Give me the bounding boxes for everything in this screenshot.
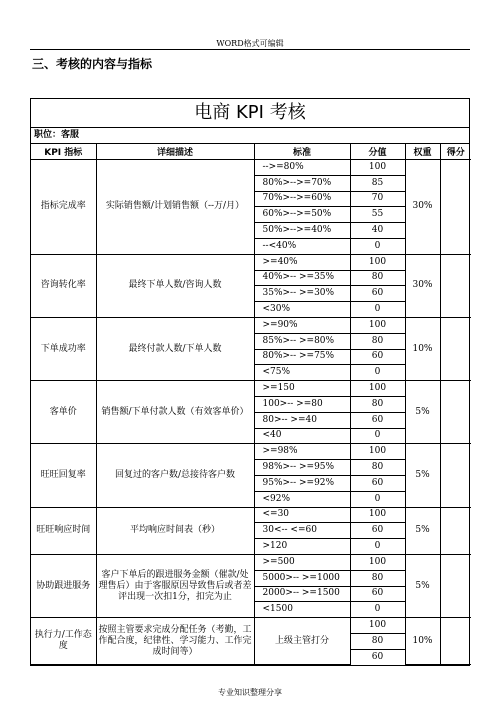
kpi-result-cell[interactable] bbox=[440, 618, 471, 665]
kpi-standard: 98%>-- >=95% bbox=[254, 460, 350, 476]
kpi-weight: 5% bbox=[405, 554, 440, 617]
kpi-score: 100 bbox=[350, 507, 405, 523]
kpi-indicator: 下单成功率 bbox=[31, 317, 96, 380]
table-header-row bbox=[31, 144, 471, 160]
kpi-indicator: 执行力/工作态度 bbox=[31, 618, 96, 665]
kpi-description: 客户下单后的跟进服务金额（催款/处理售后）由于客服原因导致售后或者差评出现一次扣1分，扣完为止 bbox=[96, 554, 254, 617]
kpi-score: 60 bbox=[350, 286, 405, 302]
col-header-score: 分值 bbox=[350, 144, 405, 160]
kpi-weight: 5% bbox=[405, 381, 440, 444]
table-row bbox=[31, 554, 471, 570]
kpi-indicator: 咨询转化率 bbox=[31, 254, 96, 317]
kpi-score: 0 bbox=[350, 428, 405, 444]
kpi-standard: 2000>-- >=1500 bbox=[254, 586, 350, 602]
kpi-score: 100 bbox=[350, 317, 405, 333]
kpi-score: 80 bbox=[350, 270, 405, 286]
kpi-score: 0 bbox=[350, 491, 405, 507]
kpi-standard: 70%>-->=60% bbox=[254, 191, 350, 207]
kpi-standard: 100>-- >=80 bbox=[254, 396, 350, 412]
kpi-weight: 10% bbox=[405, 317, 440, 380]
kpi-description: 实际销售额/计划销售额（--万/月） bbox=[96, 160, 254, 255]
kpi-standard: >=98% bbox=[254, 444, 350, 460]
kpi-standard: 35%>-- >=30% bbox=[254, 286, 350, 302]
kpi-result-cell[interactable] bbox=[440, 554, 471, 617]
kpi-score: 100 bbox=[350, 254, 405, 270]
kpi-score: 60 bbox=[350, 412, 405, 428]
col-header-description: 详细描述 bbox=[96, 144, 254, 160]
kpi-standard: 95%>-- >=92% bbox=[254, 475, 350, 491]
kpi-description: 销售额/下单付款人数（有效客单价） bbox=[96, 381, 254, 444]
kpi-indicator: 协助跟进服务 bbox=[31, 554, 96, 617]
kpi-table-container bbox=[30, 98, 470, 666]
kpi-score: 100 bbox=[350, 444, 405, 460]
col-header-standard: 标准 bbox=[254, 144, 350, 160]
kpi-standard: <92% bbox=[254, 491, 350, 507]
table-row bbox=[31, 507, 471, 523]
kpi-standard: <1500 bbox=[254, 602, 350, 618]
kpi-score: 80 bbox=[350, 633, 405, 649]
kpi-score: 100 bbox=[350, 618, 405, 634]
kpi-standard: 85%>-- >=80% bbox=[254, 333, 350, 349]
kpi-weight: 5% bbox=[405, 444, 440, 507]
kpi-result-cell[interactable] bbox=[440, 160, 471, 255]
kpi-score: 40 bbox=[350, 223, 405, 239]
kpi-standard: -->=80% bbox=[254, 160, 350, 176]
col-header-result: 得分 bbox=[440, 144, 471, 160]
kpi-score: 60 bbox=[350, 586, 405, 602]
kpi-score: 80 bbox=[350, 460, 405, 476]
kpi-result-cell[interactable] bbox=[440, 317, 471, 380]
kpi-score: 60 bbox=[350, 475, 405, 491]
kpi-description: 最终下单人数/咨询人数 bbox=[96, 254, 254, 317]
kpi-description: 回复过的客户数/总接待客户数 bbox=[96, 444, 254, 507]
kpi-score: 80 bbox=[350, 396, 405, 412]
kpi-score: 100 bbox=[350, 554, 405, 570]
kpi-score: 80 bbox=[350, 570, 405, 586]
kpi-score: 0 bbox=[350, 602, 405, 618]
position-label: 职位：客服 bbox=[31, 128, 469, 144]
header-divider bbox=[30, 49, 470, 50]
footer-note: 专业知识整理分享 bbox=[218, 688, 282, 697]
kpi-standard: 80%>-- >=75% bbox=[254, 349, 350, 365]
kpi-standard: >=500 bbox=[254, 554, 350, 570]
kpi-result-cell[interactable] bbox=[440, 444, 471, 507]
section-title: 三、考核的内容与指标 bbox=[32, 57, 153, 71]
kpi-table-body bbox=[31, 160, 471, 665]
kpi-score: 80 bbox=[350, 333, 405, 349]
header-note: WORD格式可编辑 bbox=[216, 39, 284, 48]
kpi-score: 60 bbox=[350, 649, 405, 664]
kpi-standard: 80%>-->=70% bbox=[254, 175, 350, 191]
kpi-standard: >120 bbox=[254, 539, 350, 555]
kpi-standard: <40 bbox=[254, 428, 350, 444]
kpi-weight: 5% bbox=[405, 507, 440, 554]
kpi-standard: 5000>-- >=1000 bbox=[254, 570, 350, 586]
kpi-score: 85 bbox=[350, 175, 405, 191]
kpi-standard: 30<-- <=60 bbox=[254, 523, 350, 539]
kpi-score: 100 bbox=[350, 160, 405, 176]
kpi-standard: >=40% bbox=[254, 254, 350, 270]
table-row bbox=[31, 381, 471, 397]
kpi-indicator: 旺旺回复率 bbox=[31, 444, 96, 507]
kpi-standard: 80>-- >=40 bbox=[254, 412, 350, 428]
kpi-score: 60 bbox=[350, 349, 405, 365]
kpi-standard: --<40% bbox=[254, 238, 350, 254]
kpi-standard: >=150 bbox=[254, 381, 350, 397]
kpi-indicator: 指标完成率 bbox=[31, 160, 96, 255]
table-row bbox=[31, 160, 471, 176]
kpi-standard: >=90% bbox=[254, 317, 350, 333]
kpi-description: 平均响应时间表（秒） bbox=[96, 507, 254, 554]
kpi-weight: 30% bbox=[405, 160, 440, 255]
table-row bbox=[31, 317, 471, 333]
kpi-score: 60 bbox=[350, 523, 405, 539]
kpi-indicator: 客单价 bbox=[31, 381, 96, 444]
kpi-indicator: 旺旺响应时间 bbox=[31, 507, 96, 554]
kpi-result-cell[interactable] bbox=[440, 254, 471, 317]
kpi-standard: <=30 bbox=[254, 507, 350, 523]
kpi-standard: 上级主管打分 bbox=[254, 618, 350, 665]
col-header-indicator: KPI 指标 bbox=[31, 144, 96, 160]
kpi-score: 100 bbox=[350, 381, 405, 397]
kpi-score: 0 bbox=[350, 238, 405, 254]
kpi-standard: <75% bbox=[254, 365, 350, 381]
table-row bbox=[31, 254, 471, 270]
kpi-result-cell[interactable] bbox=[440, 381, 471, 444]
kpi-weight: 30% bbox=[405, 254, 440, 317]
kpi-standard: 40%>-- >=35% bbox=[254, 270, 350, 286]
table-row bbox=[31, 618, 471, 634]
kpi-score: 55 bbox=[350, 207, 405, 223]
kpi-score: 0 bbox=[350, 302, 405, 318]
kpi-score: 0 bbox=[350, 539, 405, 555]
kpi-standard: <30% bbox=[254, 302, 350, 318]
kpi-score: 0 bbox=[350, 365, 405, 381]
table-row bbox=[31, 444, 471, 460]
kpi-description: 最终付款人数/下单人数 bbox=[96, 317, 254, 380]
col-header-weight: 权重 bbox=[405, 144, 440, 160]
kpi-description: 按照主管要求完成分配任务（考勤，工作配合度，纪律性、学习能力、工作完成时间等） bbox=[96, 618, 254, 665]
kpi-weight: 10% bbox=[405, 618, 440, 665]
table-title: 电商 KPI 考核 bbox=[31, 99, 469, 128]
kpi-score: 70 bbox=[350, 191, 405, 207]
kpi-result-cell[interactable] bbox=[440, 507, 471, 554]
kpi-standard: 50%>-->=40% bbox=[254, 223, 350, 239]
kpi-table bbox=[31, 144, 471, 665]
kpi-standard: 60%>-->=50% bbox=[254, 207, 350, 223]
